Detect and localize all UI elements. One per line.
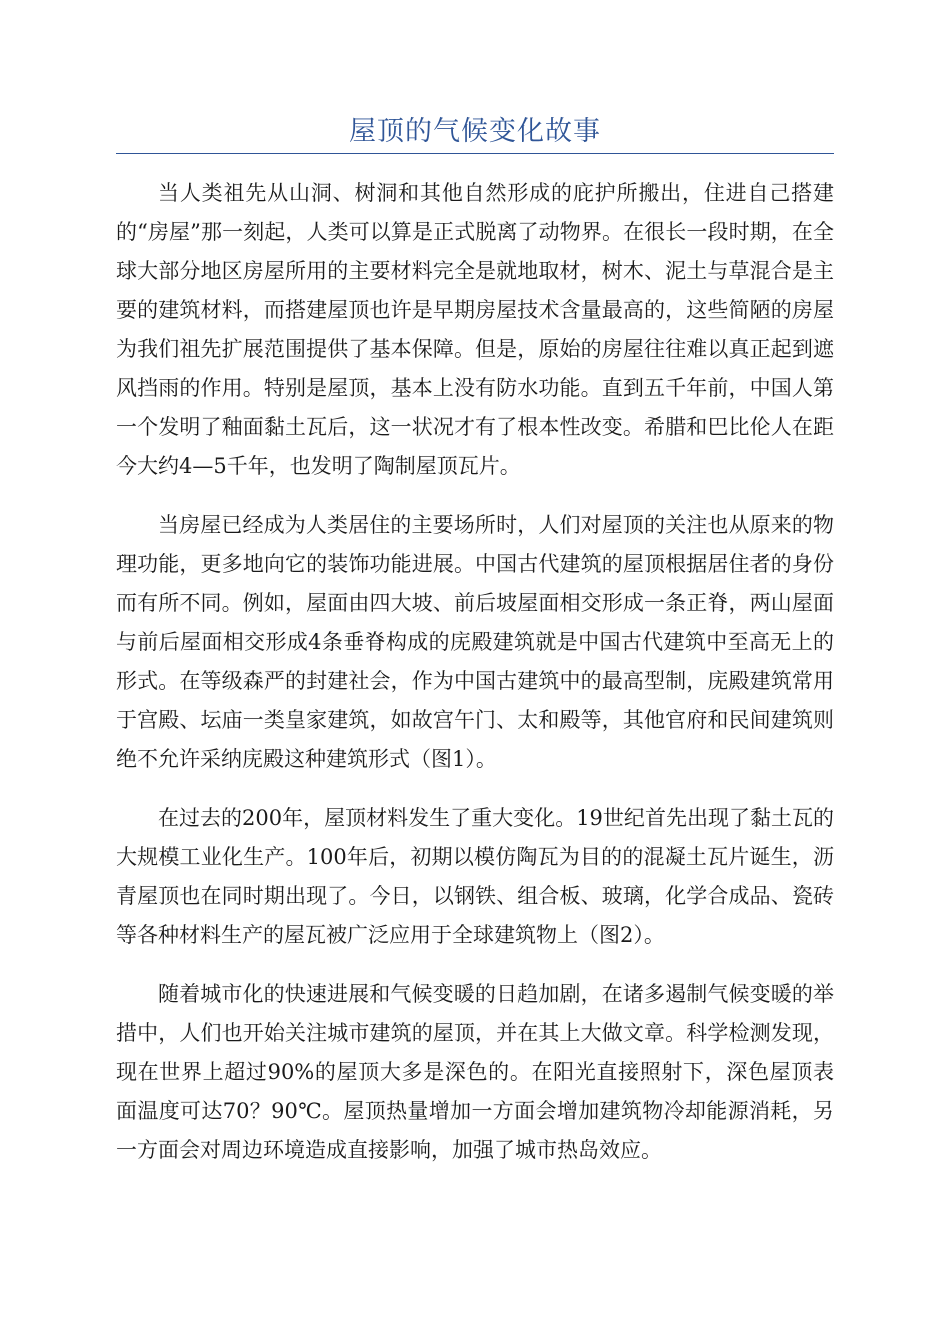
paragraph-1: 当人类祖先从山洞、树洞和其他自然形成的庇护所搬出，住进自己搭建的“房屋”那一刻起，人类可以算是正式脱离了动物界。在很长一段时期，在全球大部分地区房屋所用的主要材料完全是就地取材，树木、泥土与草混合是主要的建筑材料，而搭建屋顶也许是早期房屋技术含量最高的，这些简陋的房屋为我们祖先扩展范围提供了基本保障。但是，原始的房屋往往难以真正起到遮风挡雨的作用。特别是屋顶，基本上没有防水功能。直到五千年前，中国人第一个发明了釉面黏土瓦后，这一状况才有了根本性改变。希腊和巴比伦人在距今大约4—5千年，也发明了陶制屋顶瓦片。 <box>116 181 834 478</box>
page-title: 屋顶的气候变化故事 <box>349 116 601 147</box>
title-underline <box>116 153 834 154</box>
paragraph-3: 在过去的200年，屋顶材料发生了重大变化。19世纪首先出现了黏土瓦的大规模工业化生产。100年后，初期以模仿陶瓦为目的的混凝土瓦片诞生，沥青屋顶也在同时期出现了。今日，以钢铁、组合板、玻璃，化学合成品、瓷砖等各种材料生产的屋瓦被广泛应用于全球建筑物上（图2）。 <box>116 806 834 947</box>
paragraph-4: 随着城市化的快速进展和气候变暖的日趋加剧，在诸多遏制气候变暖的举措中，人们也开始关注城市建筑的屋顶，并在其上大做文章。科学检测发现，现在世界上超过90%的屋顶大多是深色的。在阳光直接照射下，深色屋顶表面温度可达70？90℃。屋顶热量增加一方面会增加建筑物冷却能源消耗，另一方面会对周边环境造成直接影响，加强了城市热岛效应。 <box>116 982 834 1162</box>
paragraph-2: 当房屋已经成为人类居住的主要场所时，人们对屋顶的关注也从原来的物理功能，更多地向它的装饰功能进展。中国古代建筑的屋顶根据居住者的身份而有所不同。例如，屋面由四大坡、前后坡屋面相交形成一条正脊，两山屋面与前后屋面相交形成4条垂脊构成的庑殿建筑就是中国古代建筑中至高无上的形式。在等级森严的封建社会，作为中国古建筑中的最高型制，庑殿建筑常用于宫殿、坛庙一类皇家建筑，如故宫午门、太和殿等，其他官府和民间建筑则绝不允许采纳庑殿这种建筑形式（图1）。 <box>116 513 834 771</box>
document-body <box>116 174 834 1190</box>
